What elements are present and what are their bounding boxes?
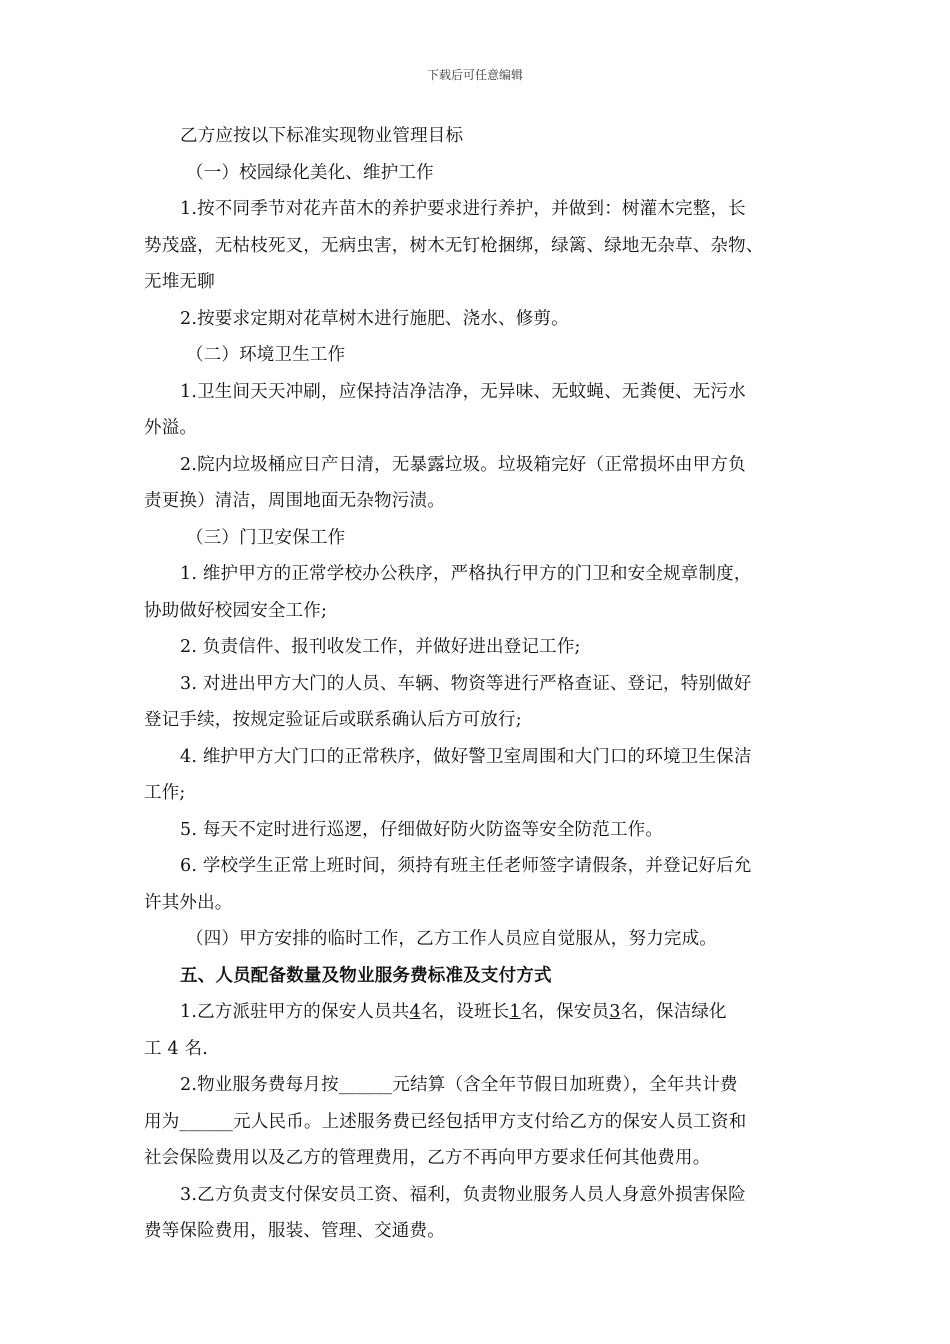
staffing-mid2: 名，保安员 (520, 1002, 610, 1022)
staffing-total: 4 (409, 1002, 421, 1022)
paragraph-line: 5. 每天不定时进行巡逻，仔细做好防火防盗等安全防范工作。 (180, 819, 664, 840)
document-body (144, 118, 806, 1250)
staffing-leaders: 1 (509, 1002, 521, 1022)
intro-line: 乙方应按以下标准实现物业管理目标 (180, 126, 464, 146)
paragraph-line: 2.院内垃圾桶应日产日清，无暴露垃圾。垃圾箱完好（正常损坏由甲方负 (180, 454, 746, 475)
paragraph-line: 1.按不同季节对花卉苗木的养护要求进行养护，并做到：树灌木完整，长 (180, 199, 746, 219)
paragraph-line: 社会保险费用以及乙方的管理费用，乙方不再向甲方要求任何其他费用。 (144, 1148, 711, 1168)
paragraph-line: 许其外出。 (144, 892, 233, 913)
paragraph-line: 工 4 名. (144, 1038, 209, 1059)
fee-blank-annual: ______ (179, 1111, 234, 1132)
paragraph-line: 2. 负责信件、报刊收发工作，并做好进出登记工作; (180, 637, 581, 657)
paragraph-line: 1.卫生间天天冲刷，应保持洁净洁净，无异味、无蚊蝇、无粪便、无污水 (180, 381, 746, 402)
fee-suffix: 元结算（含全年节假日加班费），全年共计费 (392, 1075, 738, 1095)
paragraph-line: 外溢。 (144, 418, 198, 438)
staffing-prefix: 1.乙方派驻甲方的保安人员共 (180, 1002, 410, 1022)
staffing-suffix: 名，保洁绿化 (620, 1002, 727, 1022)
paragraph-line: 无堆无聊 (144, 272, 215, 292)
staffing-guards: 3 (609, 1002, 621, 1022)
fee-prefix: 2.物业服务费每月按 (180, 1075, 339, 1095)
section-heading: （三）门卫安保工作 (186, 527, 346, 548)
section-heading: （一）校园绿化美化、维护工作 (186, 162, 434, 183)
paragraph-line: 3.乙方负责支付保安员工资、福利，负责物业服务人员人身意外损害保险 (180, 1184, 746, 1205)
section-heading: （四）甲方安排的临时工作，乙方工作人员应自觉服从，努力完成。 (186, 929, 717, 949)
paragraph-line: 3. 对进出甲方大门的人员、车辆、物资等进行严格查证、登记，特别做好 (180, 673, 752, 694)
fee-prefix: 用为 (144, 1111, 180, 1132)
paragraph-line: 1. 维护甲方的正常学校办公秩序，严格执行甲方的门卫和安全规章制度， (180, 564, 752, 584)
staffing-line (144, 994, 806, 1031)
fee-suffix: 元人民币。上述服务费已经包括甲方支付给乙方的保安人员工资和 (233, 1111, 747, 1132)
page-header: 下载后可任意编辑 (426, 68, 523, 82)
staffing-mid1: 名，设班长 (420, 1002, 510, 1022)
chapter-heading: 五、人员配备数量及物业服务费标准及支付方式 (180, 965, 552, 986)
section-heading: （二）环境卫生工作 (186, 345, 346, 365)
paragraph-line: 工作; (144, 783, 186, 803)
paragraph-line: 势茂盛，无枯枝死叉，无病虫害，树木无钉枪捆绑，绿篱、绿地无杂草、杂物、 (144, 235, 764, 256)
paragraph-line: 协助做好校园安全工作; (144, 600, 328, 621)
fee-blank-monthly: ______ (338, 1075, 393, 1095)
paragraph-line: 责更换）清洁，周围地面无杂物污渍。 (144, 491, 445, 511)
paragraph-line: 4. 维护甲方大门口的正常秩序，做好警卫室周围和大门口的环境卫生保洁 (180, 746, 752, 767)
paragraph-line: 登记手续，按规定验证后或联系确认后方可放行; (144, 710, 522, 730)
paragraph-line: 2.按要求定期对花草树木进行施肥、浇水、修剪。 (180, 308, 569, 329)
paragraph-line: 6. 学校学生正常上班时间，须持有班主任老师签字请假条，并登记好后允 (180, 856, 752, 876)
paragraph-line: 费等保险费用，服装、管理、交通费。 (144, 1221, 445, 1241)
fee-line (144, 1104, 806, 1141)
fee-line (144, 1067, 806, 1104)
